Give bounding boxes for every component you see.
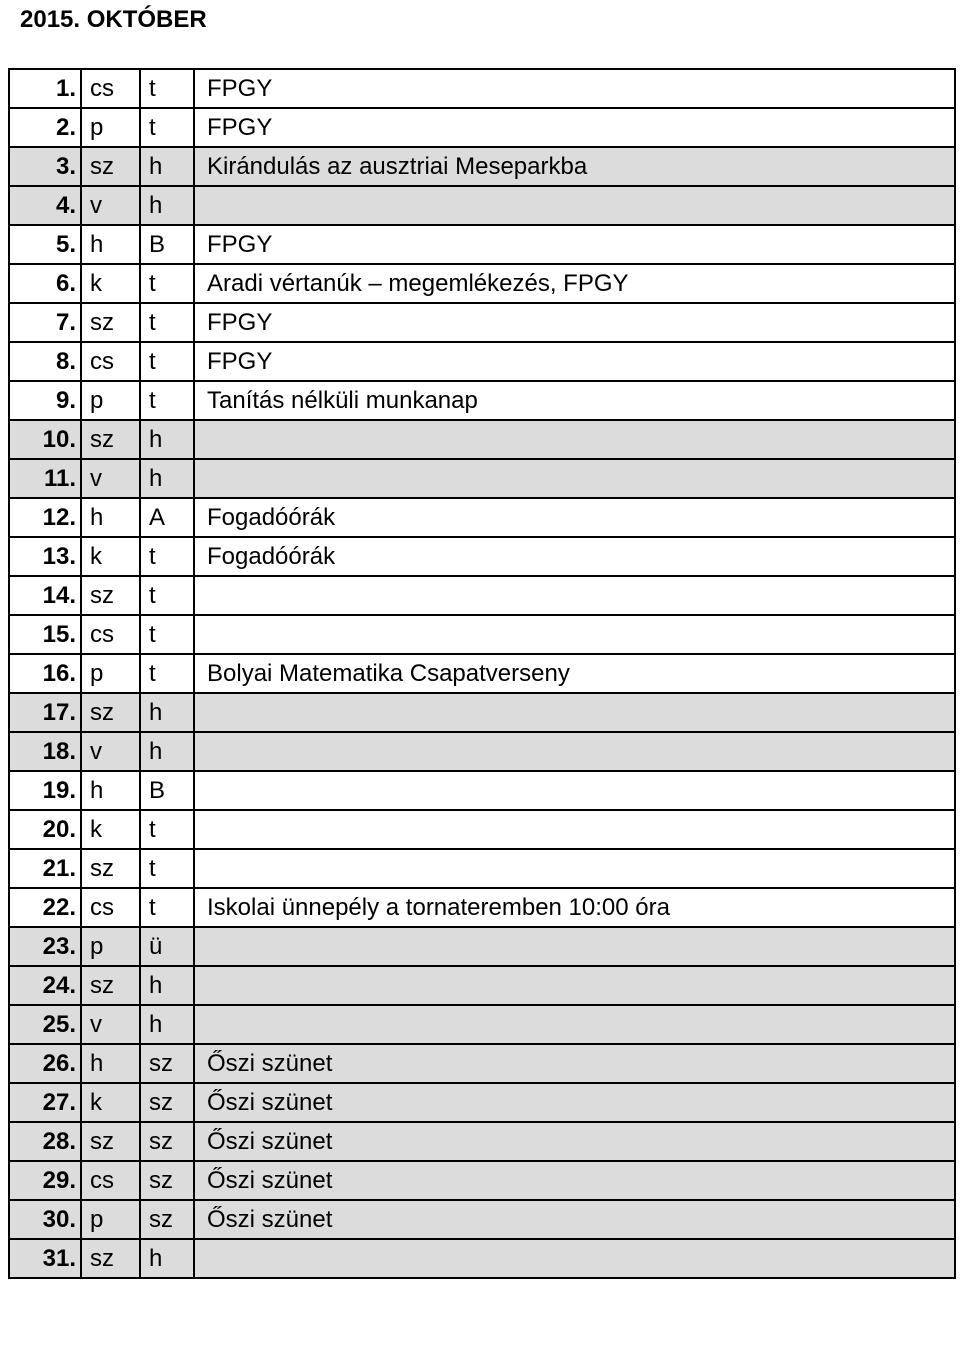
day-number-cell: 23. <box>9 927 81 966</box>
weekday-cell: p <box>81 654 140 693</box>
day-number-cell: 16. <box>9 654 81 693</box>
day-type-cell: B <box>140 771 194 810</box>
weekday-cell: k <box>81 810 140 849</box>
event-cell: Fogadóórák <box>194 537 955 576</box>
weekday-cell: cs <box>81 1161 140 1200</box>
weekday-cell: sz <box>81 1239 140 1278</box>
weekday-cell: sz <box>81 966 140 1005</box>
day-number-cell: 3. <box>9 147 81 186</box>
event-cell <box>194 966 955 1005</box>
day-number-cell: 1. <box>9 69 81 108</box>
day-type-cell: t <box>140 576 194 615</box>
event-cell <box>194 186 955 225</box>
table-row <box>9 849 955 888</box>
weekday-cell: v <box>81 1005 140 1044</box>
day-number-cell: 29. <box>9 1161 81 1200</box>
day-type-cell: h <box>140 1005 194 1044</box>
weekday-cell: h <box>81 225 140 264</box>
day-type-cell: t <box>140 381 194 420</box>
event-cell <box>194 459 955 498</box>
day-number-cell: 30. <box>9 1200 81 1239</box>
day-number-cell: 13. <box>9 537 81 576</box>
day-type-cell: h <box>140 147 194 186</box>
weekday-cell: sz <box>81 420 140 459</box>
event-cell: Aradi vértanúk – megemlékezés, FPGY <box>194 264 955 303</box>
table-row <box>9 537 955 576</box>
weekday-cell: p <box>81 927 140 966</box>
day-type-cell: h <box>140 1239 194 1278</box>
weekday-cell: p <box>81 381 140 420</box>
table-row <box>9 576 955 615</box>
day-number-cell: 18. <box>9 732 81 771</box>
calendar-table <box>8 68 956 1279</box>
table-row <box>9 732 955 771</box>
table-row <box>9 108 955 147</box>
day-number-cell: 11. <box>9 459 81 498</box>
event-cell: Kirándulás az ausztriai Meseparkba <box>194 147 955 186</box>
event-cell <box>194 732 955 771</box>
day-number-cell: 28. <box>9 1122 81 1161</box>
table-row <box>9 225 955 264</box>
table-row <box>9 927 955 966</box>
table-row <box>9 147 955 186</box>
event-cell: FPGY <box>194 69 955 108</box>
table-row <box>9 69 955 108</box>
day-number-cell: 10. <box>9 420 81 459</box>
weekday-cell: h <box>81 1044 140 1083</box>
day-type-cell: t <box>140 69 194 108</box>
table-row <box>9 264 955 303</box>
day-number-cell: 7. <box>9 303 81 342</box>
table-row <box>9 1239 955 1278</box>
event-cell: Őszi szünet <box>194 1044 955 1083</box>
page-title: 2015. OKTÓBER <box>20 6 207 33</box>
day-type-cell: h <box>140 693 194 732</box>
weekday-cell: sz <box>81 1122 140 1161</box>
day-type-cell: sz <box>140 1161 194 1200</box>
table-row <box>9 654 955 693</box>
weekday-cell: sz <box>81 576 140 615</box>
weekday-cell: cs <box>81 888 140 927</box>
event-cell <box>194 615 955 654</box>
day-number-cell: 27. <box>9 1083 81 1122</box>
day-type-cell: sz <box>140 1122 194 1161</box>
weekday-cell: v <box>81 732 140 771</box>
day-number-cell: 15. <box>9 615 81 654</box>
day-number-cell: 2. <box>9 108 81 147</box>
weekday-cell: p <box>81 1200 140 1239</box>
day-type-cell: h <box>140 732 194 771</box>
event-cell: FPGY <box>194 108 955 147</box>
table-row <box>9 966 955 1005</box>
day-type-cell: h <box>140 420 194 459</box>
event-cell <box>194 771 955 810</box>
day-type-cell: t <box>140 888 194 927</box>
event-cell <box>194 810 955 849</box>
table-row <box>9 810 955 849</box>
day-type-cell: t <box>140 654 194 693</box>
day-type-cell: h <box>140 186 194 225</box>
day-type-cell: A <box>140 498 194 537</box>
day-number-cell: 5. <box>9 225 81 264</box>
day-type-cell: B <box>140 225 194 264</box>
event-cell: FPGY <box>194 303 955 342</box>
day-type-cell: t <box>140 849 194 888</box>
event-cell <box>194 693 955 732</box>
table-row <box>9 303 955 342</box>
weekday-cell: k <box>81 1083 140 1122</box>
weekday-cell: sz <box>81 303 140 342</box>
event-cell <box>194 1005 955 1044</box>
table-row <box>9 888 955 927</box>
day-number-cell: 22. <box>9 888 81 927</box>
day-type-cell: t <box>140 342 194 381</box>
weekday-cell: h <box>81 498 140 537</box>
day-number-cell: 14. <box>9 576 81 615</box>
day-type-cell: h <box>140 459 194 498</box>
day-number-cell: 12. <box>9 498 81 537</box>
day-type-cell: ü <box>140 927 194 966</box>
table-row <box>9 420 955 459</box>
weekday-cell: cs <box>81 69 140 108</box>
table-row <box>9 1122 955 1161</box>
table-row <box>9 771 955 810</box>
weekday-cell: p <box>81 108 140 147</box>
weekday-cell: cs <box>81 615 140 654</box>
day-type-cell: t <box>140 537 194 576</box>
day-number-cell: 24. <box>9 966 81 1005</box>
event-cell: Tanítás nélküli munkanap <box>194 381 955 420</box>
day-number-cell: 26. <box>9 1044 81 1083</box>
weekday-cell: sz <box>81 693 140 732</box>
day-number-cell: 6. <box>9 264 81 303</box>
event-cell: Bolyai Matematika Csapatverseny <box>194 654 955 693</box>
weekday-cell: h <box>81 771 140 810</box>
day-number-cell: 8. <box>9 342 81 381</box>
table-row <box>9 615 955 654</box>
table-row <box>9 186 955 225</box>
day-number-cell: 31. <box>9 1239 81 1278</box>
event-cell: Őszi szünet <box>194 1083 955 1122</box>
table-row <box>9 381 955 420</box>
event-cell: Fogadóórák <box>194 498 955 537</box>
event-cell: Őszi szünet <box>194 1161 955 1200</box>
day-type-cell: t <box>140 615 194 654</box>
day-number-cell: 25. <box>9 1005 81 1044</box>
day-type-cell: h <box>140 966 194 1005</box>
day-number-cell: 19. <box>9 771 81 810</box>
table-row <box>9 1083 955 1122</box>
event-cell <box>194 849 955 888</box>
event-cell: FPGY <box>194 225 955 264</box>
weekday-cell: cs <box>81 342 140 381</box>
day-number-cell: 17. <box>9 693 81 732</box>
table-row <box>9 693 955 732</box>
table-row <box>9 1005 955 1044</box>
day-type-cell: t <box>140 264 194 303</box>
day-type-cell: t <box>140 303 194 342</box>
day-type-cell: sz <box>140 1083 194 1122</box>
weekday-cell: k <box>81 264 140 303</box>
weekday-cell: sz <box>81 849 140 888</box>
event-cell: FPGY <box>194 342 955 381</box>
day-type-cell: sz <box>140 1044 194 1083</box>
table-row <box>9 498 955 537</box>
weekday-cell: k <box>81 537 140 576</box>
day-number-cell: 4. <box>9 186 81 225</box>
event-cell: Őszi szünet <box>194 1200 955 1239</box>
table-row <box>9 1200 955 1239</box>
table-row <box>9 1161 955 1200</box>
day-type-cell: t <box>140 108 194 147</box>
event-cell: Iskolai ünnepély a tornateremben 10:00 óra <box>194 888 955 927</box>
event-cell <box>194 576 955 615</box>
day-number-cell: 9. <box>9 381 81 420</box>
weekday-cell: sz <box>81 147 140 186</box>
event-cell: Őszi szünet <box>194 1122 955 1161</box>
table-row <box>9 459 955 498</box>
calendar-table-body <box>9 69 955 1278</box>
event-cell <box>194 420 955 459</box>
day-number-cell: 20. <box>9 810 81 849</box>
table-row <box>9 1044 955 1083</box>
day-type-cell: sz <box>140 1200 194 1239</box>
weekday-cell: v <box>81 186 140 225</box>
day-number-cell: 21. <box>9 849 81 888</box>
weekday-cell: v <box>81 459 140 498</box>
event-cell <box>194 1239 955 1278</box>
event-cell <box>194 927 955 966</box>
day-type-cell: t <box>140 810 194 849</box>
table-row <box>9 342 955 381</box>
